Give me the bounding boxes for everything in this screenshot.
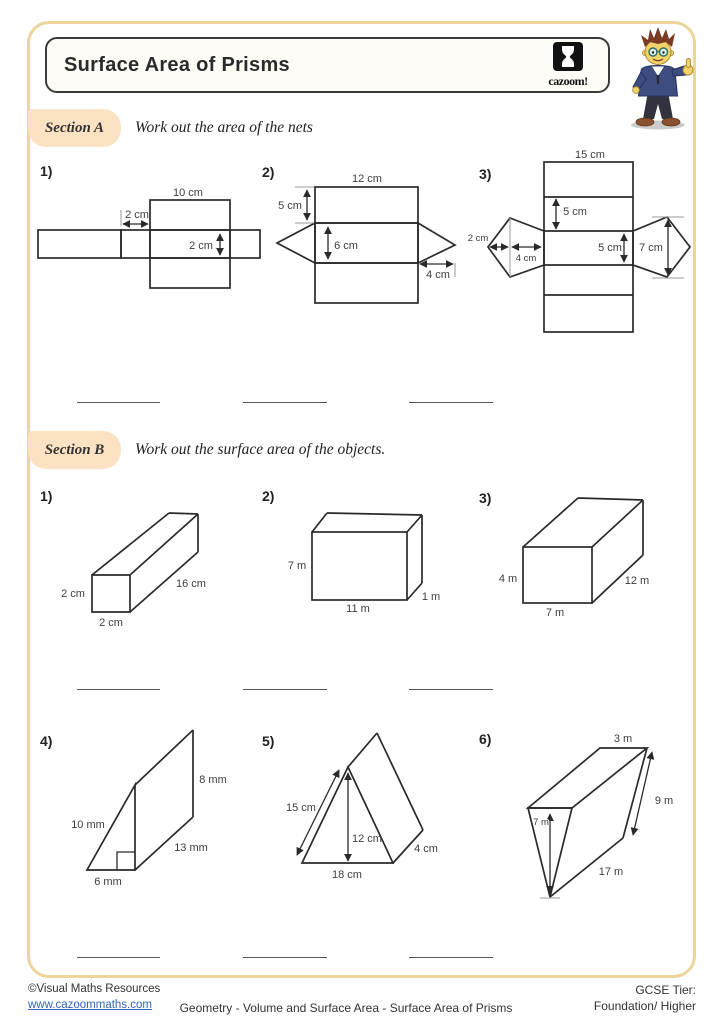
dim-label: 13 mm	[174, 842, 208, 854]
prism-5-diagram	[275, 725, 455, 898]
section-b-label: Section B	[44, 441, 105, 458]
mascot-body	[631, 59, 693, 130]
question-number-b5: 5)	[262, 733, 275, 749]
footer-website-link[interactable]: www.cazoommaths.com	[28, 999, 152, 1011]
answer-line-b4	[77, 957, 160, 958]
dim-label: 1 m	[421, 591, 441, 603]
page-title: Surface Area of Prisms	[64, 54, 290, 76]
dim-label: 4 cm	[414, 843, 438, 855]
footer-tier-label: GCSE Tier:	[635, 983, 696, 997]
dim-label: 10 cm	[173, 187, 203, 199]
answer-line-b6	[409, 957, 493, 958]
dim-label: 5 cm	[563, 206, 587, 218]
dim-label: 2 cm	[99, 617, 123, 629]
question-number-b6: 6)	[479, 731, 492, 747]
mascot-character	[612, 26, 704, 130]
section-b-tag	[28, 431, 121, 469]
dim-label: 4 m	[498, 573, 518, 585]
mascot-head	[641, 27, 675, 65]
net-2-diagram	[270, 165, 470, 316]
question-number-a1: 1)	[40, 163, 53, 179]
dim-label: 15 cm	[575, 149, 605, 161]
question-number-b1: 1)	[40, 488, 53, 504]
dim-label: 6 cm	[334, 240, 358, 252]
answer-line-a3	[409, 402, 493, 403]
net-2-outline	[277, 187, 455, 303]
footer-tier-value: Foundation/ Higher	[593, 999, 696, 1013]
dim-label: 9 m	[654, 795, 674, 807]
cuboid-1-diagram	[55, 505, 240, 638]
section-a-instruction: Work out the area of the nets	[135, 119, 313, 136]
mascot-illustration	[612, 26, 704, 130]
dim-label: 7 cm	[639, 242, 663, 254]
dim-label: 17 m	[598, 866, 624, 878]
dim-label: 8 mm	[199, 774, 227, 786]
section-b-instruction: Work out the surface area of the objects.	[135, 441, 386, 458]
dim-label: 16 cm	[176, 578, 206, 590]
cazoom-logo	[546, 42, 590, 90]
net-1-diagram	[35, 185, 270, 302]
dim-label: 7 m	[545, 607, 565, 619]
header	[45, 37, 610, 93]
dim-label: 11 m	[346, 603, 370, 615]
dim-label: 6 mm	[94, 876, 122, 888]
dim-label: 12 cm	[352, 173, 382, 185]
dim-label: 2 cm	[61, 588, 85, 600]
footer-topic: Geometry - Volume and Surface Area - Surface Area of Prisms	[179, 1001, 513, 1015]
question-number-b2: 2)	[262, 488, 275, 504]
dim-label: 12 cm	[352, 833, 382, 845]
dim-label: 15 cm	[286, 802, 316, 814]
net-3-diagram	[465, 145, 710, 348]
dim-label: 5 cm	[598, 242, 622, 254]
answer-line-b5	[243, 957, 327, 958]
dim-label: 2 cm	[189, 240, 213, 252]
section-a-label: Section A	[44, 119, 105, 136]
dim-label: 4 cm	[426, 269, 450, 281]
question-number-a3: 3)	[479, 166, 492, 182]
dim-label: 4 cm	[515, 253, 537, 264]
dim-label: 5 cm	[278, 200, 302, 212]
question-number-a2: 2)	[262, 164, 275, 180]
dim-label: 12 m	[624, 575, 650, 587]
cuboid-2-outline	[312, 513, 422, 600]
question-number-b4: 4)	[40, 733, 53, 749]
question-number-b3: 3)	[479, 490, 492, 506]
dim-label: 2 cm	[125, 209, 149, 221]
dim-label: 7 m	[533, 817, 549, 828]
answer-line-a1	[77, 402, 160, 403]
dim-label: 18 cm	[332, 869, 362, 881]
net-1-outline	[38, 200, 260, 288]
cazoom-logo-icon	[553, 42, 583, 71]
hourglass-icon	[553, 42, 583, 71]
cuboid-2-diagram	[275, 505, 455, 625]
prism-6-diagram	[490, 725, 700, 910]
answer-line-b1	[77, 689, 160, 690]
cuboid-1-outline	[92, 513, 198, 612]
answer-line-b2	[243, 689, 327, 690]
footer-copyright: ©Visual Maths Resources	[28, 983, 161, 995]
dim-label: 7 m	[287, 560, 307, 572]
cuboid-3-outline	[523, 498, 643, 603]
cuboid-3-diagram	[490, 490, 675, 635]
section-a-tag	[28, 109, 121, 147]
answer-line-b3	[409, 689, 493, 690]
prism-4-diagram	[55, 725, 245, 900]
cazoom-logo-text: cazoom!	[548, 74, 588, 88]
answer-line-a2	[243, 402, 327, 403]
dim-label: 2 cm	[467, 233, 489, 244]
dim-label: 10 mm	[71, 819, 105, 831]
dim-label: 3 m	[613, 733, 633, 745]
